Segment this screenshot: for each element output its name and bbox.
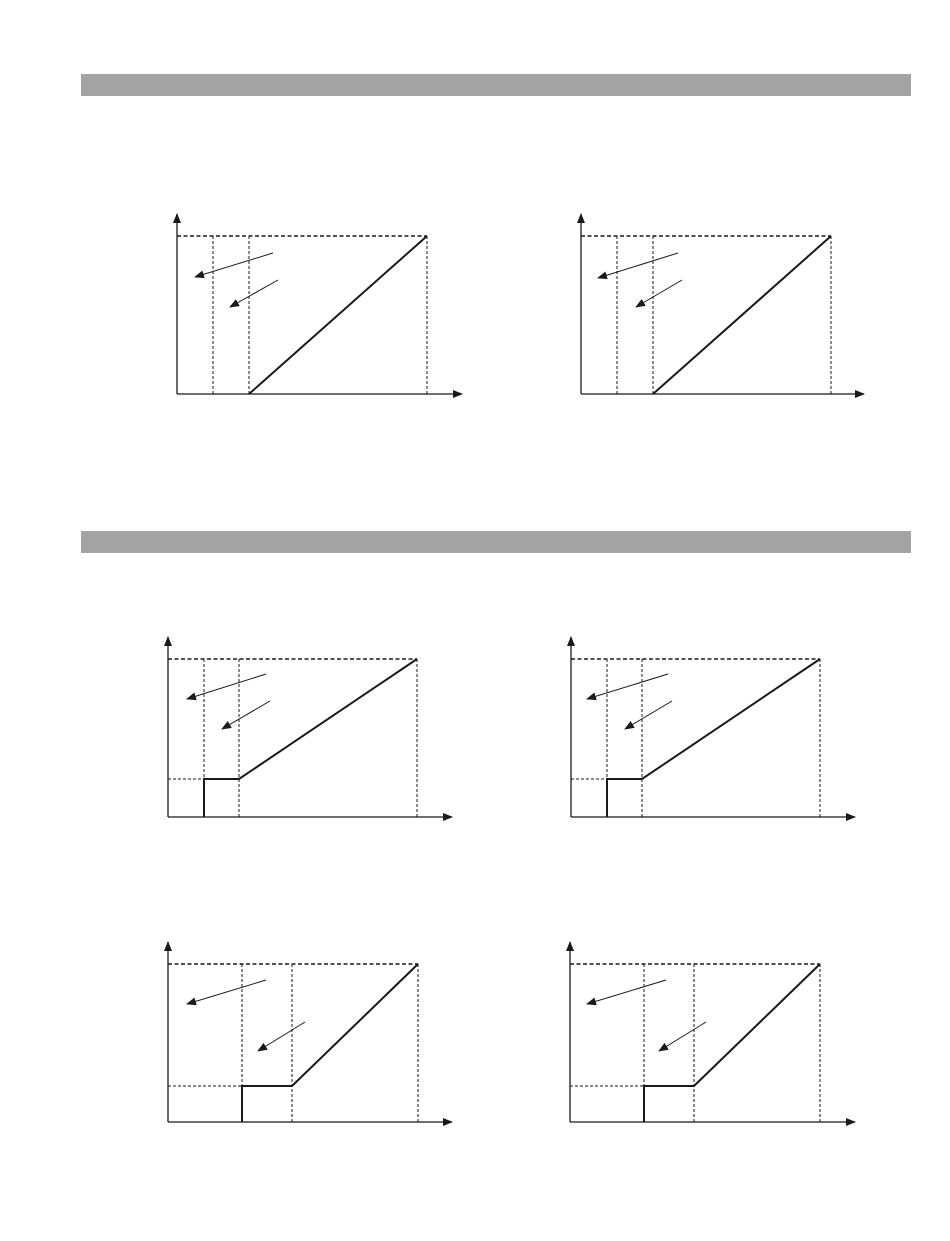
pointer-arrow-2 bbox=[636, 280, 682, 307]
pointer-arrow-2 bbox=[230, 280, 278, 307]
graph-5 bbox=[168, 942, 452, 1122]
response-curve bbox=[653, 236, 831, 394]
pointer-arrow-1 bbox=[195, 253, 273, 277]
pointer-arrow-1 bbox=[587, 674, 668, 699]
graph-6 bbox=[570, 942, 855, 1122]
pointer-arrow-2 bbox=[659, 1022, 706, 1051]
pointer-arrow-2 bbox=[222, 701, 270, 729]
graph-4 bbox=[571, 637, 855, 817]
graph-2 bbox=[581, 214, 864, 394]
pointer-arrow-2 bbox=[625, 701, 672, 729]
pointer-arrow-2 bbox=[258, 1022, 305, 1051]
pointer-arrow-1 bbox=[187, 674, 266, 699]
graph-3 bbox=[168, 637, 452, 817]
graph-1 bbox=[177, 214, 462, 394]
response-curve bbox=[249, 236, 427, 394]
response-curve bbox=[242, 964, 418, 1122]
response-curve bbox=[644, 964, 820, 1122]
pointer-arrow-1 bbox=[598, 253, 678, 278]
response-curve bbox=[204, 659, 417, 817]
pointer-arrow-1 bbox=[187, 980, 266, 1004]
pointer-arrow-1 bbox=[587, 980, 666, 1004]
